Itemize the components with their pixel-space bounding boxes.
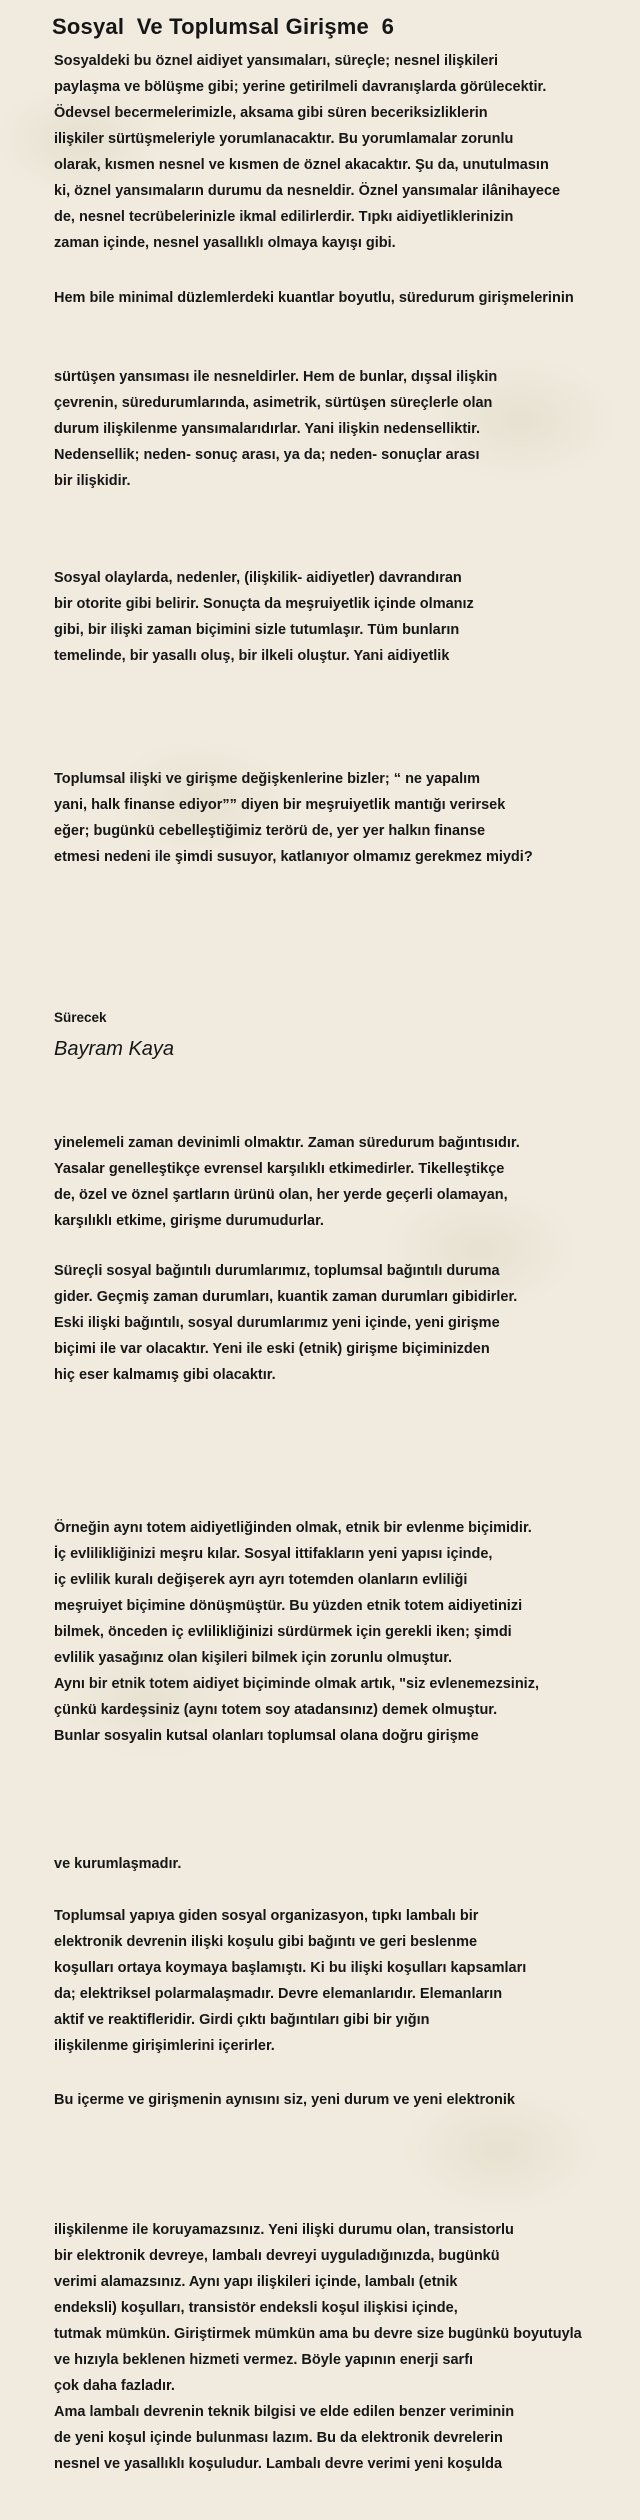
text-line: iç evlilik kuralı değişerek ayrı ayrı totemden olanların evliliği bbox=[54, 1572, 468, 1588]
text-line: Sürecek bbox=[54, 1010, 107, 1025]
paragraph-11 bbox=[54, 2087, 638, 2113]
text-line: temelinde, bir yasallı oluş, bir ilkeli oluştur. Yani aidiyetlik bbox=[54, 648, 450, 664]
text-line: gibi, bir ilişki zaman biçimini sizle tutumlaşır. Tüm bunların bbox=[54, 622, 460, 638]
text-line: Sosyal olaylarda, nedenler, (ilişkilik- aidiyetler) davrandıran bbox=[54, 570, 462, 586]
text-line: evlilik yasağınız olan kişileri bilmek için zorunlu olmuştur. bbox=[54, 1650, 453, 1666]
text-line: ve hızıyla beklenen hizmeti vermez. Böyle yapının enerji sarfı bbox=[54, 2352, 474, 2368]
text-line: Toplumsal ilişki ve girişme değişkenlerine bizler; “ ne yapalım bbox=[54, 771, 481, 787]
text-line: Ama lambalı devrenin teknik bilgisi ve elde edilen benzer veriminin bbox=[54, 2404, 515, 2420]
text-line: durum ilişkilenme yansımalarıdırlar. Yani ilişkin nedenselliktir. bbox=[54, 421, 481, 437]
paragraph-12 bbox=[54, 2217, 638, 2477]
text-line: Yasalar genelleştikçe evrensel karşılıklı etkimedirler. Tikelleştikçe bbox=[54, 1161, 505, 1177]
text-line: hiç eser kalmamış gibi olacaktır. bbox=[54, 1367, 276, 1383]
text-line: olarak, kısmen nesnel ve kısmen de öznel akacaktır. Şu da, unutulmasın bbox=[54, 157, 549, 173]
paragraph-4 bbox=[54, 565, 638, 669]
page-title: Sosyal Ve Toplumsal Girişme 6 bbox=[52, 14, 395, 39]
text-line: aktif ve reaktifleridir. Girdi çıktı bağıntıları gibi bir yığın bbox=[54, 2012, 430, 2028]
text-line: biçimi ile var olacaktır. Yeni ile eski (etnik) girişme biçiminizden bbox=[54, 1341, 490, 1357]
text-line: nesnel ve yasallıklı koşuludur. Lambalı devre verimi yeni koşulda bbox=[54, 2456, 503, 2472]
text-line: verimi alamazsınız. Aynı yapı ilişkileri içinde, lambalı (etnik bbox=[54, 2274, 458, 2290]
text-line: de, nesnel tecrübelerinizle ikmal edilirlerdir. Tıpkı aidiyetliklerinizin bbox=[54, 209, 514, 225]
paragraph-2 bbox=[54, 285, 638, 311]
text-line: ve kurumlaşmadır. bbox=[54, 1856, 182, 1872]
text-line: ilişkilenme ile koruyamazsınız. Yeni ilişki durumu olan, transistorlu bbox=[54, 2222, 514, 2238]
paragraph-1 bbox=[54, 48, 638, 256]
text-line: ilişkilenme girişimlerini içerirler. bbox=[54, 2038, 275, 2054]
text-line: gider. Geçmiş zaman durumları, kuantik zaman durumları gibidirler. bbox=[54, 1289, 518, 1305]
paragraph-3 bbox=[54, 364, 638, 494]
text-line: Süreçli sosyal bağıntılı durumlarımız, toplumsal bağıntılı duruma bbox=[54, 1263, 500, 1279]
text-line: çünkü kardeşsiniz (aynı totem soy atadansınız) demek olmuştur. bbox=[54, 1702, 498, 1718]
paragraph-6 bbox=[54, 1130, 638, 1234]
continued-note bbox=[54, 1005, 638, 1031]
text-line: de, özel ve öznel şartların ürünü olan, her yerde geçerli olamayan, bbox=[54, 1187, 508, 1203]
text-line: Sosyaldeki bu öznel aidiyet yansımaları, süreçle; nesnel ilişkileri bbox=[54, 53, 499, 69]
paragraph-7 bbox=[54, 1258, 638, 1388]
text-line: meşruiyet biçimine dönüşmüştür. Bu yüzden etnik totem aidiyetinizi bbox=[54, 1598, 523, 1614]
text-line: paylaşma ve bölüşme gibi; yerine getirilmeli davranışlarda görülecektir. bbox=[54, 79, 547, 95]
text-line: tutmak mümkün. Giriştirmek mümkün ama bu devre size bugünkü boyutuyla bbox=[54, 2326, 582, 2342]
text-line: Ödevsel becermelerimizle, aksama gibi süren beceriksizliklerin bbox=[54, 105, 488, 121]
paragraph-10 bbox=[54, 1903, 638, 2059]
text-line: da; elektriksel polarmalaşmadır. Devre elemanlarıdır. Elemanların bbox=[54, 1986, 503, 2002]
text-line: koşulları ortaya koymaya başlamıştı. Ki bu ilişki koşulları kapsamları bbox=[54, 1960, 527, 1976]
text-line: Eski ilişki bağıntılı, sosyal durumlarımız yeni içinde, yeni girişme bbox=[54, 1315, 500, 1331]
text-line: Hem bile minimal düzlemlerdeki kuantlar boyutlu, süredurum girişmelerinin bbox=[54, 290, 574, 306]
text-line: çevrenin, süredurumlarında, asimetrik, sürtüşen süreçlerle olan bbox=[54, 395, 493, 411]
text-line: çok daha fazladır. bbox=[54, 2378, 175, 2394]
text-line: yinelemeli zaman devinimli olmaktır. Zaman süredurum bağıntısıdır. bbox=[54, 1135, 520, 1151]
text-line: bilmek, önceden iç evlilikliğinizi sürdürmek için gerekli iken; şimdi bbox=[54, 1624, 512, 1640]
text-line: Toplumsal yapıya giden sosyal organizasyon, tıpkı lambalı bir bbox=[54, 1908, 479, 1924]
text-line: bir ilişkidir. bbox=[54, 473, 131, 489]
author-name: Bayram Kaya bbox=[54, 1038, 175, 1060]
text-line: Aynı bir etnik totem aidiyet biçiminde olmak artık, "siz evlenemezsiniz, bbox=[54, 1676, 539, 1692]
text-line: de yeni koşul içinde bulunması lazım. Bu da elektronik devrelerin bbox=[54, 2430, 503, 2446]
text-line: sürtüşen yansıması ile nesneldirler. Hem de bunlar, dışsal ilişkin bbox=[54, 369, 498, 385]
text-line: endeksli) koşulları, transistör endeksli koşul ilişkisi içinde, bbox=[54, 2300, 458, 2316]
text-line: karşılıklı etkime, girişme durumudurlar. bbox=[54, 1213, 324, 1229]
text-line: yani, halk finanse ediyor”” diyen bir meşruiyetlik mantığı verirsek bbox=[54, 797, 506, 813]
text-line: Örneğin aynı totem aidiyetliğinden olmak, etnik bir evlenme biçimidir. bbox=[54, 1520, 532, 1536]
text-line: Nedensellik; neden- sonuç arası, ya da; neden- sonuçlar arası bbox=[54, 447, 480, 463]
text-line: eğer; bugünkü cebelleştiğimiz terörü de, yer yer halkın finanse bbox=[54, 823, 486, 839]
text-line: elektronik devrenin ilişki koşulu gibi bağıntı ve geri beslenme bbox=[54, 1934, 478, 1950]
paragraph-8 bbox=[54, 1515, 638, 1749]
text-line: ki, öznel yansımaların durumu da nesneldir. Öznel yansımalar ilânihayece bbox=[54, 183, 561, 199]
paragraph-5 bbox=[54, 766, 638, 870]
text-line: Bunlar sosyalin kutsal olanları toplumsal olana doğru girişme bbox=[54, 1728, 479, 1744]
text-line: bir otorite gibi belirir. Sonuçta da meşruiyetlik içinde olmanız bbox=[54, 596, 474, 612]
text-line: bir elektronik devreye, lambalı devreyi uyguladığınızda, bugünkü bbox=[54, 2248, 500, 2264]
text-line: zaman içinde, nesnel yasallıklı olmaya kayışı gibi. bbox=[54, 235, 396, 251]
text-line: Bu içerme ve girişmenin aynısını siz, yeni durum ve yeni elektronik bbox=[54, 2092, 515, 2108]
paragraph-9 bbox=[54, 1851, 638, 1877]
text-line: İç evlilikliğinizi meşru kılar. Sosyal ittifakların yeni yapısı içinde, bbox=[54, 1546, 493, 1562]
text-line: ilişkiler sürtüşmeleriyle yorumlanacaktır. Bu yorumlamalar zorunlu bbox=[54, 131, 514, 147]
text-line: etmesi nedeni ile şimdi susuyor, katlanıyor olmamız gerekmez miydi? bbox=[54, 849, 533, 865]
